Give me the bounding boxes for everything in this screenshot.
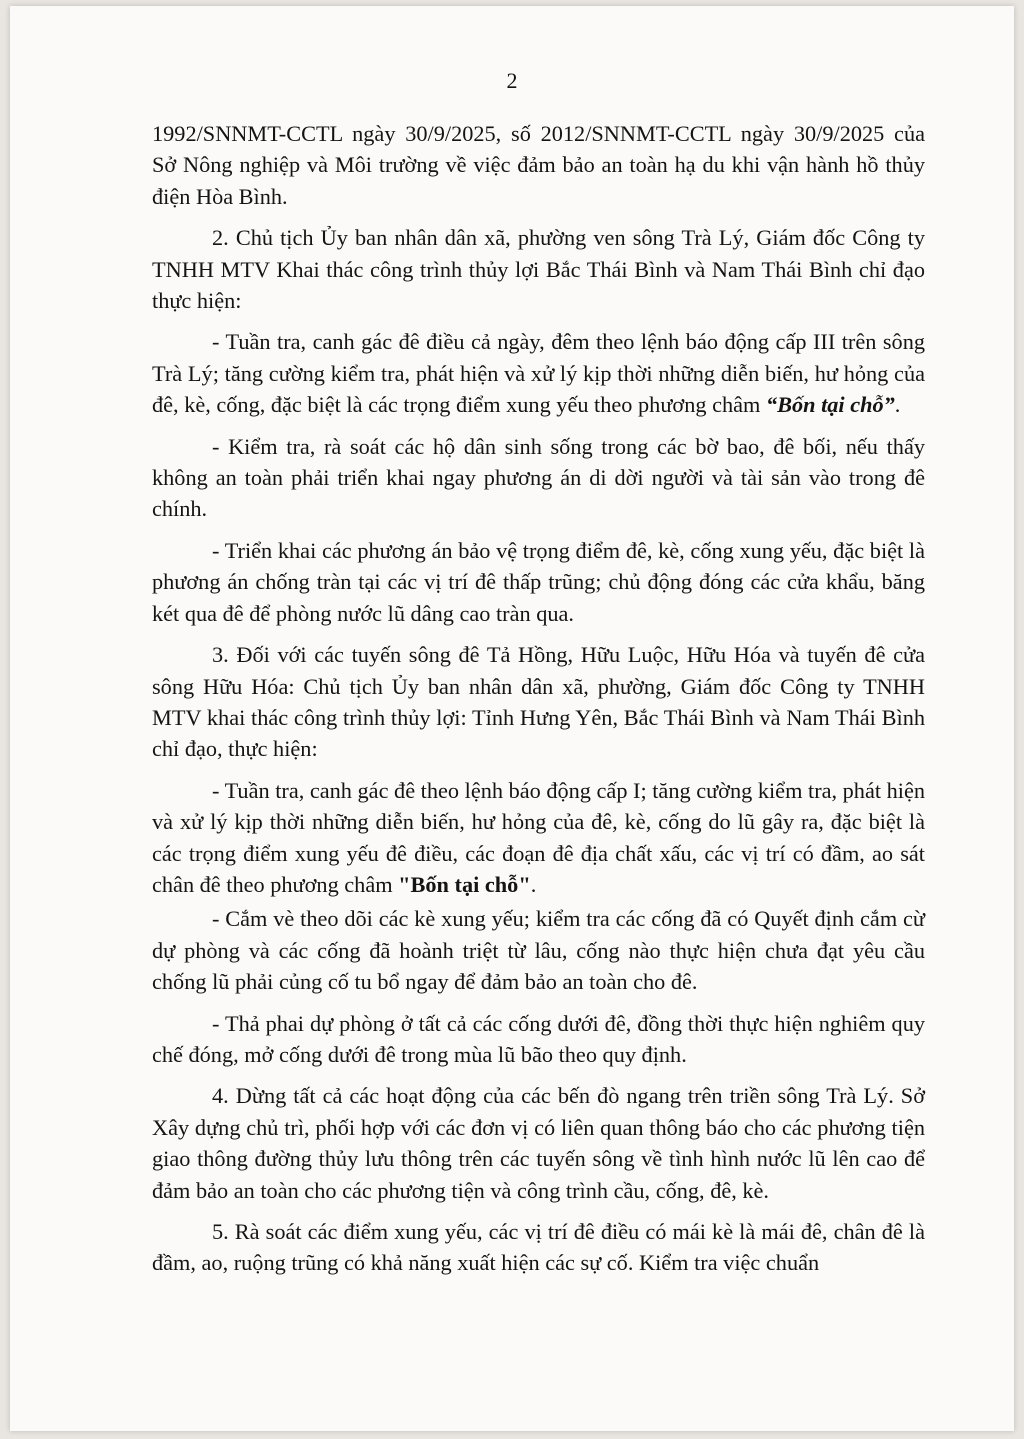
paragraph-item-3-patrol: [152, 775, 925, 901]
paragraph-continuation: 1992/SNNMT-CCTL ngày 30/9/2025, số 2012/SNNMT-CCTL ngày 30/9/2025 của Sở Nông nghiệp và Môi trường về việc đảm bảo an toàn hạ du khi vận hành hồ thủy điện Hòa Bình.: [152, 121, 925, 209]
document-page: [10, 6, 1014, 1431]
paragraph-text: - Tuần tra, canh gác đê điều cả ngày, đêm theo lệnh báo động cấp III trên sông Trà Lý; tăng cường kiểm tra, phát hiện và xử lý kịp thời những diễn biến, hư hỏng của đê, kè, cống, đặc biệt là các trọng điểm xung yếu theo phương châm: [152, 329, 925, 418]
paragraph-item-3-embankments: - Cắm vè theo dõi các kè xung yếu; kiểm tra các cống đã có Quyết định cắm cừ dự phòng và các cống đã hoành triệt từ lâu, cống nào thực hiện chưa đạt yêu cầu chống lũ phải củng cố tu bổ ngay để đảm bảo an toàn cho đê.: [152, 906, 925, 995]
paragraph-item-2-patrol: [152, 326, 925, 420]
paragraph-item-2: 2. Chủ tịch Ủy ban nhân dân xã, phường ven sông Trà Lý, Giám đốc Công ty TNHH MTV Khai thác công trình thủy lợi Bắc Thái Bình và Nam Thái Bình chỉ đạo thực hiện:: [152, 225, 925, 314]
paragraph-item-3-sluices: - Thả phai dự phòng ở tất cả các cống dưới đê, đồng thời thực hiện nghiêm quy chế đóng, mở cống dưới đê trong mùa lũ bão theo quy định.: [152, 1010, 925, 1067]
paragraph-item-5: 5. Rà soát các điểm xung yếu, các vị trí đê điều có mái kè là mái đê, chân đê là đầm, ao, ruộng trũng có khả năng xuất hiện các sự cố. Kiểm tra việc chuẩn: [152, 1219, 925, 1276]
paragraph-text: - Tuần tra, canh gác đê theo lệnh báo động cấp I; tăng cường kiểm tra, phát hiện và xử lý kịp thời những diễn biến, hư hỏng của đê, kè, cống do lũ gây ra, đặc biệt là các trọng điểm xung yếu đê điều, các đoạn đê địa chất xấu, các vị trí có đầm, ao sát chân đê theo phương châm: [152, 777, 926, 897]
paragraph-item-2-plans: - Triển khai các phương án bảo vệ trọng điểm đê, kè, cống xung yếu, đặc biệt là phương án chống tràn tại các vị trí đê thấp trũng; chủ động đóng các cửa khẩu, băng két qua đê để phòng nước lũ dâng cao tràn qua.: [152, 537, 925, 626]
emphasis-bon-tai-cho: “Bốn tại chỗ”: [765, 392, 895, 418]
document-body: [152, 118, 925, 1289]
paragraph-tail: .: [894, 392, 901, 418]
paragraph-item-2-households: - Kiểm tra, rà soát các hộ dân sinh sống trong các bờ bao, đê bối, nếu thấy không an toàn phải triển khai ngay phương án di dời người và tài sản vào trong đê chính.: [152, 433, 925, 522]
paragraph-tail: .: [530, 871, 537, 897]
paragraph-item-3: 3. Đối với các tuyến sông đê Tả Hồng, Hữu Luộc, Hữu Hóa và tuyến đê cửa sông Hữu Hóa: Chủ tịch Ủy ban nhân dân xã, phường, Giám đốc Công ty TNHH MTV khai thác công trình thủy lợi: Tỉnh Hưng Yên, Bắc Thái Bình và Nam Thái Bình chỉ đạo, thực hiện:: [152, 642, 925, 762]
paragraph-item-4: 4. Dừng tất cả các hoạt động của các bến đò ngang trên triền sông Trà Lý. Sở Xây dựng chủ trì, phối hợp với các đơn vị có liên quan thông báo cho các phương tiện giao thông đường thủy lưu thông trên các tuyến sông về tình hình nước lũ lên cao để đảm bảo an toàn cho các phương tiện và công trình cầu, cống, đê, kè.: [152, 1083, 925, 1203]
page-number: 2: [506, 68, 518, 93]
emphasis-bon-tai-cho-bold: "Bốn tại chỗ": [398, 871, 531, 897]
